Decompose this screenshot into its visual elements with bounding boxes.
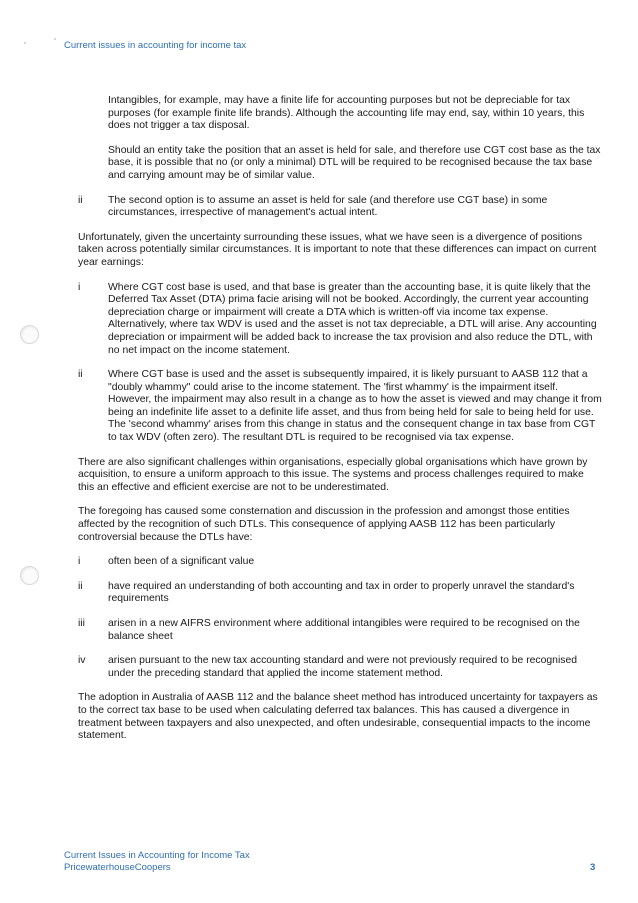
list-item xyxy=(78,655,602,680)
list-number: iii xyxy=(78,618,85,629)
list-item xyxy=(78,556,602,569)
list-item xyxy=(78,581,602,606)
list-text: arisen pursuant to the new tax accounting standard and were not previously required to be recognised under the preceding standard that applied the income statement method. xyxy=(108,655,578,679)
list-item xyxy=(78,618,602,643)
list-number: iv xyxy=(78,655,86,667)
paragraph: The adoption in Australia of AASB 112 and the balance sheet method has introduced uncertainty for taxpayers as to the correct tax base to be used when calculating deferred tax balances. This has caused a divergence in treatment between taxpayers and also unexpected, and often undesirable, consequential impacts to the income statement. xyxy=(78,692,598,742)
paragraph: Should an entity take the position that an asset is held for sale, and therefore use CGT cost base as the tax base, it is possible that no (or only a minimal) DTL will be required to be recognised because the tax base and carrying amount may be of similar value. xyxy=(108,144,601,181)
footer-company-name: PricewaterhouseCoopers xyxy=(64,861,171,873)
paragraph: The foregoing has caused some consternation and discussion in the profession and amongst those entities affected by the recognition of such DTLs. This consequence of applying AASB 112 has been particularly controversial because the DTLs have: xyxy=(78,506,570,543)
list-text: Where CGT cost base is used, and that base is greater than the accounting base, it is quite likely that the Deferred Tax Asset (DTA) prima facie arising will not be booked. Accordingly, the current year accounting depreciation charge or impairment will create a DTA which is written-off via income tax expense. Alternatively, where tax WDV is used and the asset is not tax depreciable, a DTL will arise. Any accounting depreciation or impairment will be added back to increase the tax provision and also reduce the DTL, with no net impact on the income statement. xyxy=(108,281,597,356)
document-body xyxy=(78,95,602,755)
header-decoration xyxy=(24,36,64,48)
list-number: ii xyxy=(78,194,83,206)
punch-hole xyxy=(20,325,39,344)
list-number: i xyxy=(78,281,81,293)
list-number: i xyxy=(78,556,81,568)
list-item xyxy=(78,369,602,445)
punch-hole xyxy=(20,566,39,585)
list-item xyxy=(78,195,602,220)
paragraph: Unfortunately, given the uncertainty surrounding these issues, what we have seen is a divergence of positions taken across potentially similar circumstances. It is important to note that these differences can impact on current year earnings: xyxy=(78,231,597,268)
page-number: 3 xyxy=(590,862,596,873)
list-text: The second option is to assume an asset is held for sale (and therefore use CGT base) in some circumstances, irrespective of management's actual intent. xyxy=(108,194,548,219)
list-text: have required an understanding of both accounting and tax in order to properly unravel the standard's requirements xyxy=(108,580,575,605)
paragraph: Intangibles, for example, may have a finite life for accounting purposes but not be depreciable for tax purposes (for example finite life brands). Although the accounting life may end, say, within 10 years, this does not trigger a tax disposal. xyxy=(108,95,585,132)
list-number: ii xyxy=(78,580,83,592)
footer-document-title: Current Issues in Accounting for Income Tax xyxy=(64,850,250,861)
list-text: Where CGT base is used and the asset is subsequently impaired, it is likely pursuant to AASB 112 that a "doubly whammy" could arise to the income statement. The 'first whammy' is the impairment itself. However, the impairment may also result in a change as to how the asset is viewed and may change it from being an indefinite life asset to a definite life asset, and thus from being held for sale to being held for use. The 'second whammy' arises from this change in status and the consequent change in tax base from CGT to tax WDV (often zero). The resultant DTL is required to be recognised via tax expense. xyxy=(108,369,602,444)
list-number: ii xyxy=(78,369,83,381)
running-header: Current issues in accounting for income tax xyxy=(64,40,247,51)
list-item xyxy=(78,282,602,358)
paragraph: There are also significant challenges within organisations, especially global organisations which have grown by acquisition, to ensure a uniform approach to this issue. The systems and process challenges required to make this an effective and efficient exercise are not to be underestimated. xyxy=(78,456,588,493)
list-text: often been of a significant value xyxy=(108,556,255,568)
running-footer xyxy=(64,850,250,873)
list-text: arisen in a new AIFRS environment where additional intangibles were required to be recognised on the balance sheet xyxy=(108,618,580,642)
